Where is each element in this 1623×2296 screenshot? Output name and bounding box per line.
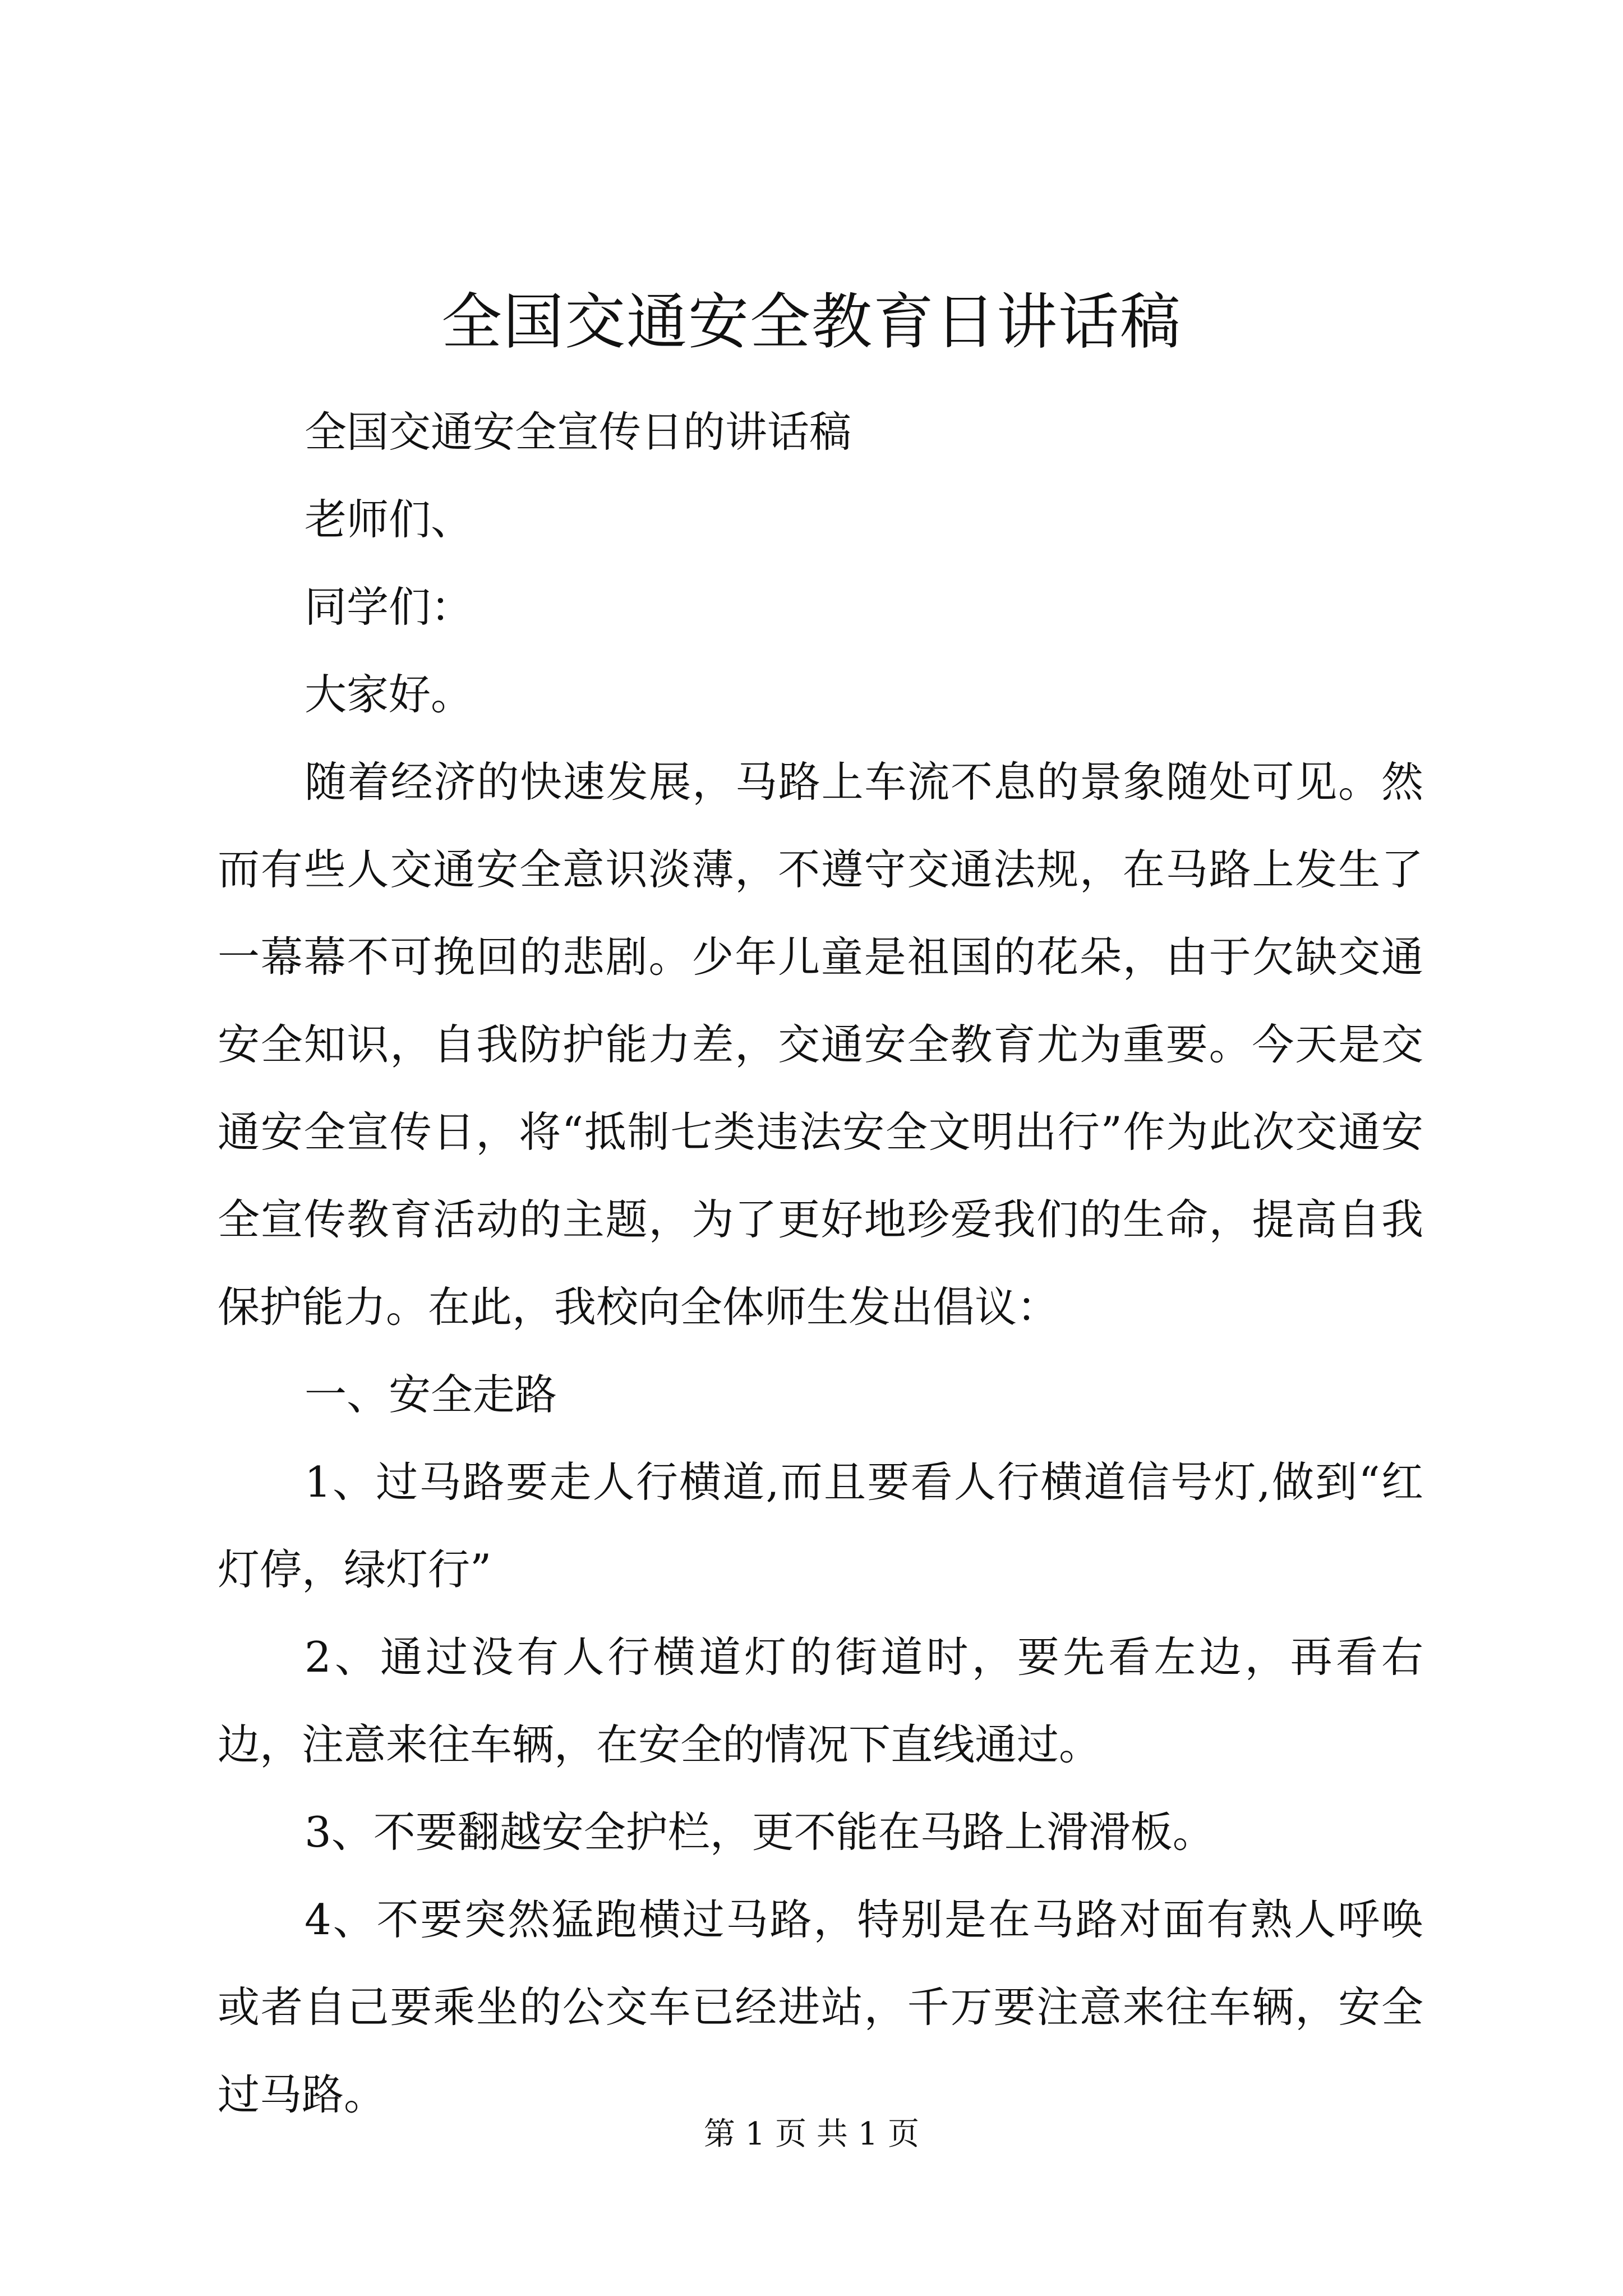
document-body [218, 388, 1423, 2138]
intro-paragraph: 随着经济的快速发展，马路上车流不息的景象随处可见。然而有些人交通安全意识淡薄，不遵守交通法规，在马路上发生了一幕幕不可挽回的悲剧。少年儿童是祖国的花朵，由于欠缺交通安全知识，自我防护能力差，交通安全教育尤为重要。今天是交通安全宣传日，将“抵制七类违法安全文明出行”作为此次交通安全宣传教育活动的主题，为了更好地珍爱我们的生命，提高自我保护能力。在此，我校向全体师生发出倡议： [218, 757, 1423, 1332]
page-footer: 第 1 页 共 1 页 [703, 2116, 920, 2152]
salutation-teachers: 老师们、 [305, 495, 473, 544]
list-item-4: 4、不要突然猛跑横过马路，特别是在马路对面有熟人呼唤或者自己要乘坐的公交车已经进站，千万要注意来往车辆，安全过马路。 [218, 1895, 1423, 2119]
section-heading: 一、安全走路 [305, 1370, 557, 1419]
list-item-2: 2、通过没有人行横道灯的街道时，要先看左边，再看右边，注意来往车辆，在安全的情况下直线通过。 [218, 1632, 1423, 1769]
list-item-1: 1、过马路要走人行横道,而且要看人行横道信号灯,做到“红灯停，绿灯行” [218, 1457, 1423, 1594]
document-title: 全国交通安全教育日讲话稿 [441, 287, 1182, 357]
greeting-paragraph: 大家好。 [305, 670, 473, 719]
salutation-students: 同学们： [305, 582, 473, 632]
subtitle-paragraph: 全国交通安全宣传日的讲话稿 [305, 407, 852, 457]
list-item-3: 3、不要翻越安全护栏，更不能在马路上滑滑板。 [305, 1807, 1215, 1857]
